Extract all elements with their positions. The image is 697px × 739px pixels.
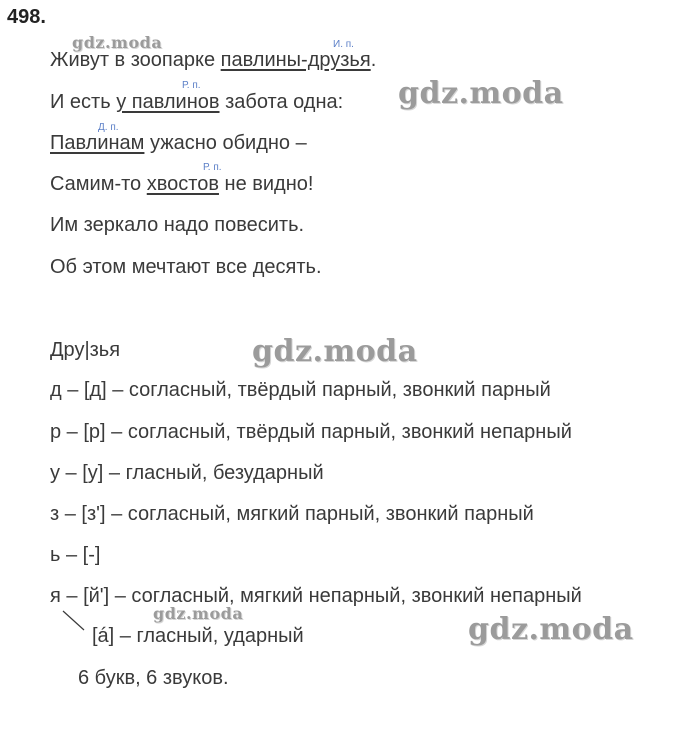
analysis-word: Дру|зья: [50, 339, 121, 361]
case-label: И. п.: [333, 39, 354, 50]
analysis-row: я – [й'] – согласный, мягкий непарный, звонкий непарный: [50, 585, 582, 607]
analysis-row: ь – [-]: [50, 544, 101, 566]
case-label: Д. п.: [98, 122, 119, 133]
exercise-number: 498.: [7, 6, 46, 28]
analysis-row: д – [д] – согласный, твёрдый парный, звонкий парный: [50, 379, 551, 401]
poem-line: Им зеркало надо повесить.: [50, 214, 305, 236]
branch-line-icon: [60, 608, 90, 634]
poem-line: [50, 172, 313, 196]
analysis-row: у – [у] – гласный, безударный: [50, 462, 324, 484]
watermark: gdz.moda: [153, 604, 244, 623]
poem-line: [50, 131, 307, 155]
poem-text: ужасно обидно –: [144, 132, 307, 154]
underlined-word: павлины-друзья: [220, 49, 371, 71]
poem-text: И есть: [50, 91, 117, 113]
underlined-word: у павлинов: [116, 91, 220, 113]
poem-text: Живут в зоопарке: [50, 49, 221, 71]
analysis-row: з – [з'] – согласный, мягкий парный, звонкий парный: [50, 503, 534, 525]
poem-text: не видно!: [218, 173, 314, 195]
poem-text: .: [370, 49, 377, 71]
poem-text: забота одна:: [219, 91, 344, 113]
analysis-summary: 6 букв, 6 звуков.: [78, 667, 229, 689]
poem-line: [50, 90, 343, 114]
analysis-subrow: [á] – гласный, ударный: [92, 625, 304, 647]
watermark: gdz.moda: [468, 612, 634, 647]
underlined-word: хвостов: [146, 173, 219, 195]
watermark: gdz.moda: [252, 334, 418, 369]
case-label: Р. п.: [203, 162, 222, 173]
underlined-word: Павлинам: [50, 132, 145, 154]
poem-text: Самим-то: [50, 173, 147, 195]
watermark: gdz.moda: [72, 33, 163, 52]
case-label: Р. п.: [182, 80, 201, 91]
analysis-row: р – [р] – согласный, твёрдый парный, звонкий непарный: [50, 421, 572, 443]
poem-line: [50, 48, 376, 72]
watermark: gdz.moda: [398, 76, 564, 111]
poem-line: Об этом мечтают все десять.: [50, 256, 322, 278]
